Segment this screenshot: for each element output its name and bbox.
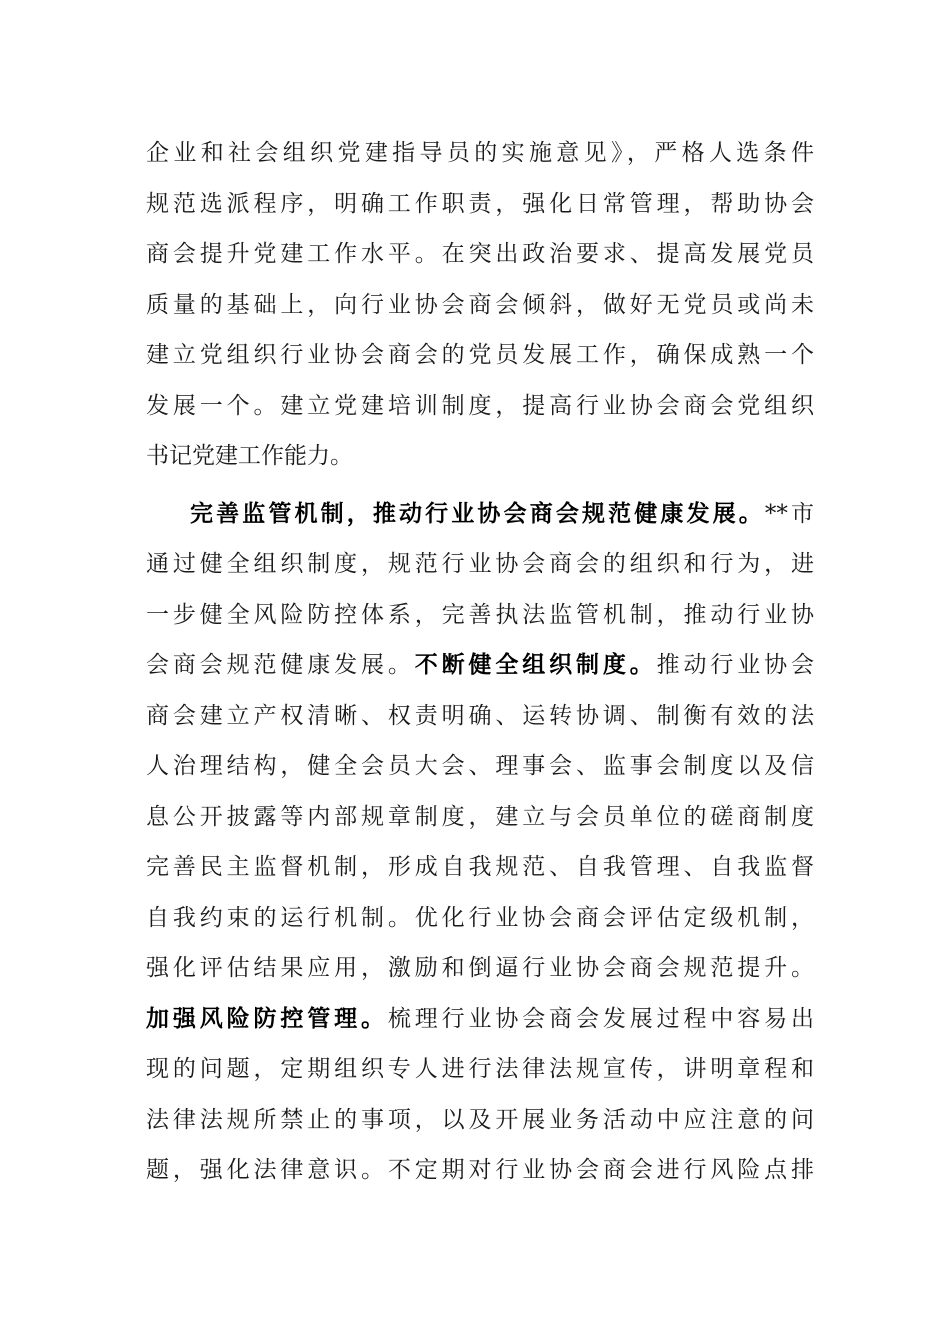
text-line: 完善民主监督机制，形成自我规范、自我管理、自我监督: [146, 854, 814, 880]
text-line: 发展一个。建立党建培训制度，提高行业协会商会党组织: [146, 392, 814, 419]
text-line: 书记党建工作能力。: [146, 443, 353, 469]
text-line: 企业和社会组织党建指导员的实施意见》，严格人选条件: [146, 140, 814, 166]
bold-subheading: 不断健全组织制度。: [414, 651, 657, 678]
text-line: 商会建立产权清晰、权责明确、运转协调、制衡有效的法: [146, 702, 814, 729]
bold-subheading: 加强风险防控管理。: [146, 1004, 388, 1032]
text-fragment: 会商会规范健康发展。: [146, 652, 415, 678]
text-line: 强化评估结果应用，激励和倒逼行业协会商会规范提升。: [146, 955, 814, 981]
text-line: 建立党组织行业协会商会的党员发展工作，确保成熟一个: [146, 342, 814, 368]
paragraph-1: [146, 128, 814, 482]
text-line: 息公开披露等内部规章制度，建立与会员单位的磋商制度: [146, 803, 814, 830]
body-text: [146, 128, 814, 1196]
text-line: 题，强化法律意识。不定期对行业协会商会进行风险点排: [146, 1157, 814, 1183]
text-line: 自我约束的运行机制。优化行业协会商会评估定级机制，: [146, 904, 814, 931]
text-line: 质量的基础上，向行业协会商会倾斜，做好无党员或尚未: [146, 291, 814, 318]
text-line: 通过健全组织制度，规范行业协会商会的组织和行为，进: [146, 551, 814, 577]
text-line: [146, 640, 814, 691]
text-fragment: 推动行业协会: [656, 652, 814, 678]
text-line: 法律法规所禁止的事项，以及开展业务活动中应注意的问: [146, 1106, 814, 1133]
text-line: 现的问题，定期组织专人进行法律法规宣传，讲明章程和: [146, 1056, 814, 1082]
text-line: 商会提升党建工作水平。在突出政治要求、提高发展党员: [146, 241, 814, 267]
text-line: 一步健全风险防控体系，完善执法监管机制，推动行业协: [146, 601, 814, 628]
text-line: 人治理结构，健全会员大会、理事会、监事会制度以及信: [146, 753, 814, 779]
section-heading: 完善监管机制，推动行业协会商会规范健康发展。: [190, 499, 765, 527]
paragraph-2: [146, 489, 814, 1196]
text-line: [146, 994, 814, 1045]
text-line: 规范选派程序，明确工作职责，强化日常管理，帮助协会: [146, 190, 814, 217]
text-fragment: **市: [764, 500, 814, 527]
text-fragment: 梳理行业协会商会发展过程中容易出: [387, 1005, 814, 1032]
text-line: [146, 489, 814, 540]
